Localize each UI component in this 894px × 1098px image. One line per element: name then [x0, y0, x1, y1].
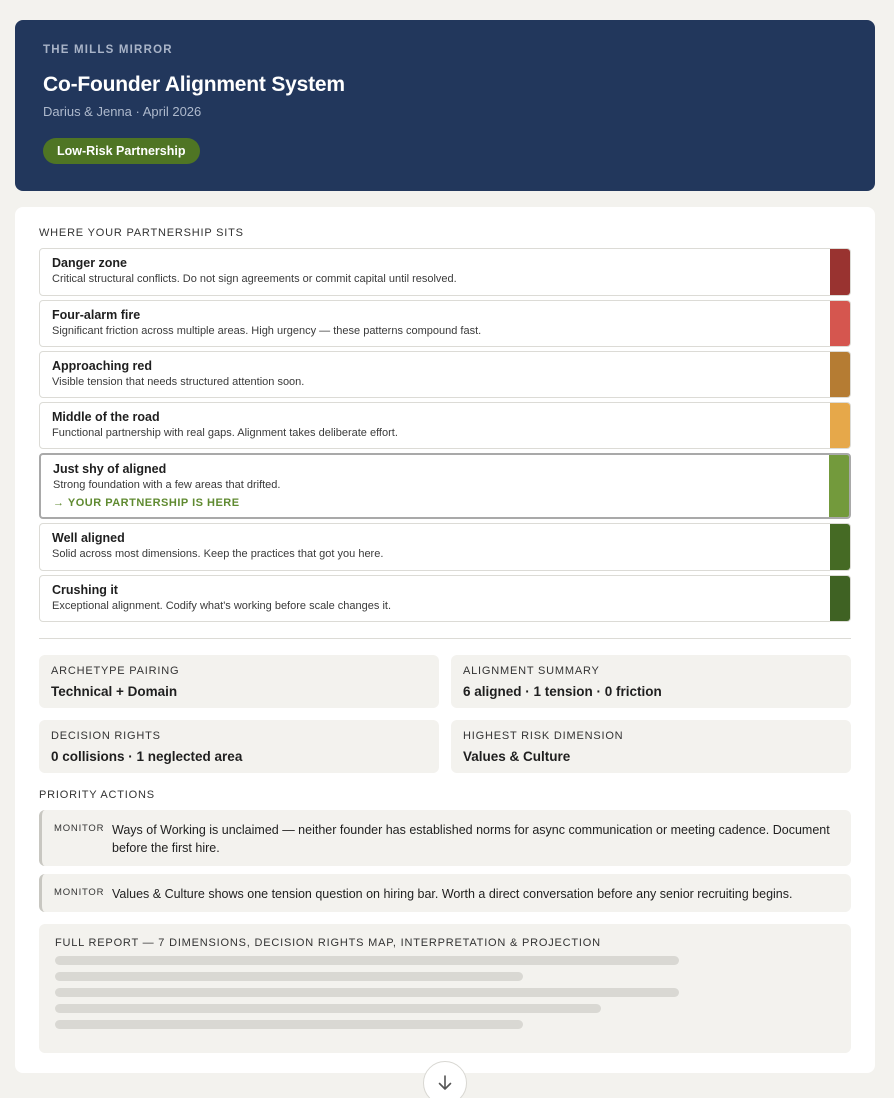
tier-color-swatch — [830, 524, 850, 570]
priority-actions-heading: PRIORITY ACTIONS — [39, 789, 155, 801]
stat-value: Technical + Domain — [51, 684, 178, 699]
alignment-summary-stat — [451, 655, 851, 708]
scroll-down-button[interactable] — [423, 1061, 467, 1098]
decision-rights-stat — [39, 720, 439, 773]
results-card — [15, 207, 875, 1073]
priority-action-item — [39, 810, 851, 866]
tier-color-swatch — [830, 301, 850, 346]
stat-label: ALIGNMENT SUMMARY — [463, 665, 600, 677]
tier-description: Critical structural conflicts. Do not sign agreements or commit capital until resolved. — [52, 273, 457, 285]
tier-crushing-it — [39, 575, 851, 622]
stat-value: Values & Culture — [463, 749, 571, 764]
tier-color-swatch — [830, 576, 850, 621]
tier-color-swatch — [830, 249, 850, 295]
tier-name: Four-alarm fire — [52, 308, 141, 322]
page-title: Co-Founder Alignment System — [43, 73, 345, 96]
section-divider — [39, 638, 851, 639]
tier-description: Strong foundation with a few areas that drifted. — [53, 479, 281, 491]
stat-value: 0 collisions · 1 neglected area — [51, 749, 243, 764]
placeholder-line — [55, 972, 523, 981]
report-heading: FULL REPORT — 7 DIMENSIONS, DECISION RIGHTS MAP, INTERPRETATION & PROJECTION — [55, 937, 601, 949]
tier-name: Just shy of aligned — [53, 462, 167, 476]
tier-middle-of-the-road — [39, 402, 851, 449]
stat-value: 6 aligned · 1 tension · 0 friction — [463, 684, 662, 699]
tier-description: Significant friction across multiple areas. High urgency — these patterns compound fast. — [52, 325, 482, 337]
action-tag: MONITOR — [54, 887, 105, 898]
tier-name: Crushing it — [52, 583, 118, 597]
tier-just-shy-of-aligned — [39, 453, 851, 519]
stat-label: ARCHETYPE PAIRING — [51, 665, 180, 677]
tier-name: Approaching red — [52, 359, 153, 373]
archetype-pairing-stat — [39, 655, 439, 708]
stat-label: DECISION RIGHTS — [51, 730, 161, 742]
current-tier-marker: → YOUR PARTNERSHIP IS HERE — [53, 497, 240, 509]
tier-approaching-red — [39, 351, 851, 398]
placeholder-line — [55, 988, 679, 997]
tier-description: Functional partnership with real gaps. Alignment takes deliberate effort. — [52, 427, 398, 439]
action-tag: MONITOR — [54, 823, 105, 834]
report-header — [15, 20, 875, 191]
risk-badge: Low-Risk Partnership — [43, 138, 200, 164]
alignment-scale — [39, 248, 851, 622]
action-text: Values & Culture shows one tension question on hiring bar. Worth a direct conversation before any senior recruiting begins. — [112, 887, 793, 901]
tier-name: Middle of the road — [52, 410, 160, 424]
placeholder-line — [55, 1020, 523, 1029]
tier-color-swatch — [830, 352, 850, 397]
page-subtitle: Darius & Jenna · April 2026 — [43, 104, 202, 119]
placeholder-line — [55, 956, 679, 965]
tier-description: Solid across most dimensions. Keep the practices that got you here. — [52, 548, 384, 560]
highest-risk-stat — [451, 720, 851, 773]
tier-description: Exceptional alignment. Codify what's working before scale changes it. — [52, 600, 392, 612]
tier-description: Visible tension that needs structured attention soon. — [52, 376, 305, 388]
full-report-preview[interactable] — [39, 924, 851, 1053]
brand-name: THE MILLS MIRROR — [43, 44, 173, 56]
tier-four-alarm-fire — [39, 300, 851, 347]
tier-color-swatch — [830, 403, 850, 448]
tier-color-swatch — [829, 455, 849, 517]
priority-action-item — [39, 874, 851, 912]
tier-well-aligned — [39, 523, 851, 571]
tier-name: Well aligned — [52, 531, 125, 545]
arrow-down-icon — [437, 1074, 453, 1092]
action-text: Ways of Working is unclaimed — neither founder has established norms for async communication or meeting cadence. Document before the first hire. — [112, 823, 830, 855]
tier-danger-zone — [39, 248, 851, 296]
stat-label: HIGHEST RISK DIMENSION — [463, 730, 624, 742]
tier-name: Danger zone — [52, 256, 128, 270]
placeholder-line — [55, 1004, 601, 1013]
scale-heading: WHERE YOUR PARTNERSHIP SITS — [39, 227, 244, 239]
